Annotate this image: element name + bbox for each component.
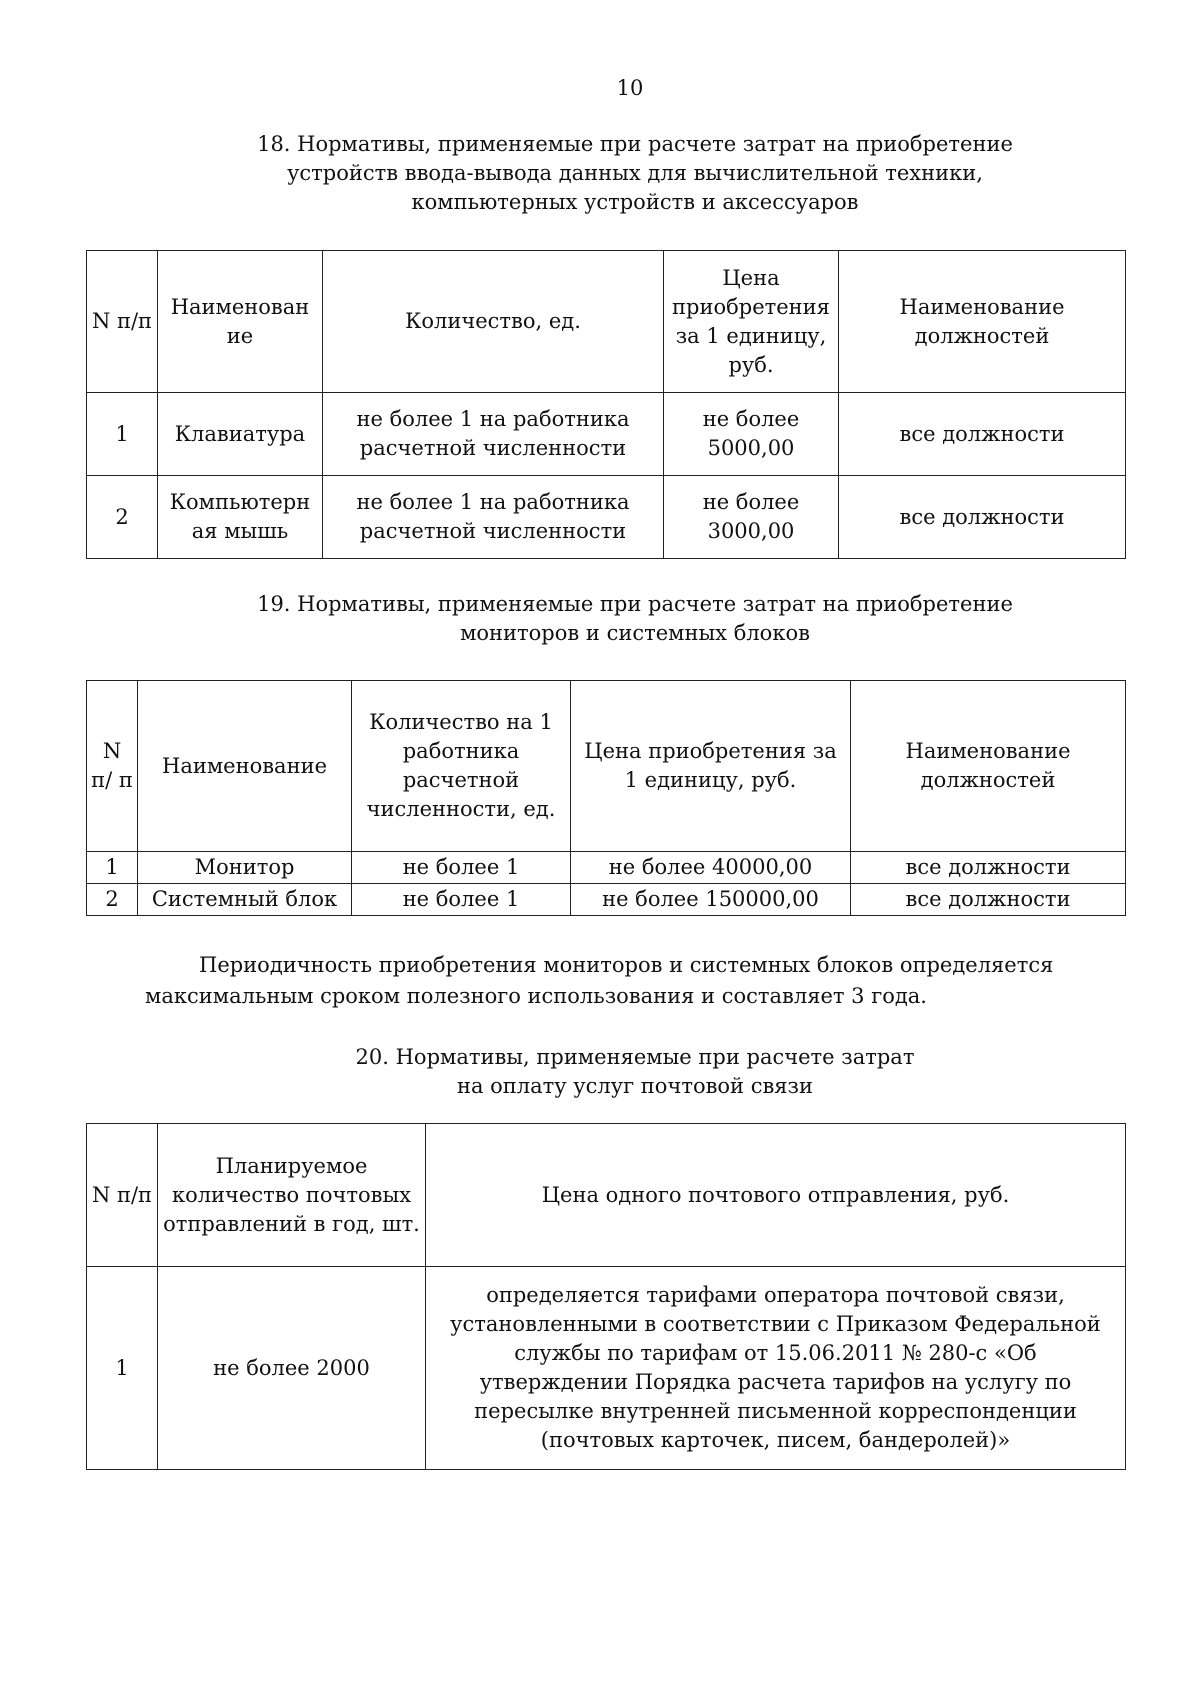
paragraph-line: максимальным сроком полезного использования и составляет 3 года. bbox=[145, 984, 927, 1008]
header-quantity: Количество на 1 работника расчетной численности, ед. bbox=[352, 681, 571, 852]
header-planned-quantity: Планируемое количество почтовых отправлений в год, шт. bbox=[158, 1124, 426, 1267]
cell-number: 1 bbox=[87, 1267, 158, 1470]
table-header-row bbox=[87, 251, 1126, 393]
header-positions: Наименование должностей bbox=[839, 251, 1126, 393]
header-number: N п/п bbox=[87, 251, 158, 393]
title-line: устройств ввода-вывода данных для вычислительной техники, bbox=[287, 161, 983, 185]
table-header-row bbox=[87, 681, 1126, 852]
table-20 bbox=[86, 1123, 1126, 1470]
table-18 bbox=[86, 250, 1126, 559]
table-header-row bbox=[87, 1124, 1126, 1267]
table-row bbox=[87, 884, 1126, 916]
cell-planned-quantity: не более 2000 bbox=[158, 1267, 426, 1470]
title-line: компьютерных устройств и аксессуаров bbox=[411, 190, 859, 214]
page-number: 10 bbox=[616, 76, 644, 100]
cell-positions: все должности bbox=[851, 852, 1126, 884]
cell-name: Клавиатура bbox=[158, 393, 323, 476]
table-19 bbox=[86, 680, 1126, 916]
header-price: Цена одного почтового отправления, руб. bbox=[426, 1124, 1126, 1267]
cell-price: не более 3000,00 bbox=[664, 476, 839, 559]
section-19-title bbox=[140, 590, 1130, 648]
title-line: 20. Нормативы, применяемые при расчете затрат bbox=[355, 1045, 915, 1069]
table-row bbox=[87, 1267, 1126, 1470]
title-line: на оплату услуг почтовой связи bbox=[456, 1074, 814, 1098]
title-line: мониторов и системных блоков bbox=[460, 621, 810, 645]
header-positions: Наименование должностей bbox=[851, 681, 1126, 852]
cell-price: не более 5000,00 bbox=[664, 393, 839, 476]
table-row bbox=[87, 476, 1126, 559]
cell-name: Системный блок bbox=[138, 884, 352, 916]
cell-positions: все должности bbox=[839, 476, 1126, 559]
cell-positions: все должности bbox=[851, 884, 1126, 916]
section-18-title bbox=[140, 130, 1130, 217]
cell-number: 2 bbox=[87, 884, 138, 916]
cell-price-description: определяется тарифами оператора почтовой связи, установленными в соответствии с Приказом Федеральной службы по тарифам от 15.06.2011 № 280-с «Об утверждении Порядка расчета тарифов на услугу по пересылке внутренней письменной корреспонденции (почтовых карточек, писем, бандеролей)» bbox=[426, 1267, 1126, 1470]
paragraph-line: Периодичность приобретения мониторов и системных блоков определяется bbox=[199, 953, 1054, 977]
section-20-title bbox=[140, 1043, 1130, 1101]
cell-quantity: не более 1 на работника расчетной численности bbox=[323, 393, 664, 476]
header-number: N п/п bbox=[87, 1124, 158, 1267]
table-row bbox=[87, 852, 1126, 884]
title-line: 18. Нормативы, применяемые при расчете затрат на приобретение bbox=[257, 132, 1013, 156]
cell-number: 2 bbox=[87, 476, 158, 559]
periodicity-paragraph bbox=[145, 950, 1085, 1012]
cell-number: 1 bbox=[87, 852, 138, 884]
cell-quantity: не более 1 bbox=[352, 852, 571, 884]
header-name: Наименован ие bbox=[158, 251, 323, 393]
cell-number: 1 bbox=[87, 393, 158, 476]
cell-quantity: не более 1 bbox=[352, 884, 571, 916]
header-quantity: Количество, ед. bbox=[323, 251, 664, 393]
cell-price: не более 40000,00 bbox=[571, 852, 851, 884]
cell-positions: все должности bbox=[839, 393, 1126, 476]
header-price: Цена приобретения за 1 единицу, руб. bbox=[664, 251, 839, 393]
title-line: 19. Нормативы, применяемые при расчете затрат на приобретение bbox=[257, 592, 1013, 616]
header-name: Наименование bbox=[138, 681, 352, 852]
header-number: N п/ п bbox=[87, 681, 138, 852]
header-price: Цена приобретения за 1 единицу, руб. bbox=[571, 681, 851, 852]
table-row bbox=[87, 393, 1126, 476]
cell-name: Компьютерн ая мышь bbox=[158, 476, 323, 559]
cell-price: не более 150000,00 bbox=[571, 884, 851, 916]
cell-name: Монитор bbox=[138, 852, 352, 884]
cell-quantity: не более 1 на работника расчетной численности bbox=[323, 476, 664, 559]
